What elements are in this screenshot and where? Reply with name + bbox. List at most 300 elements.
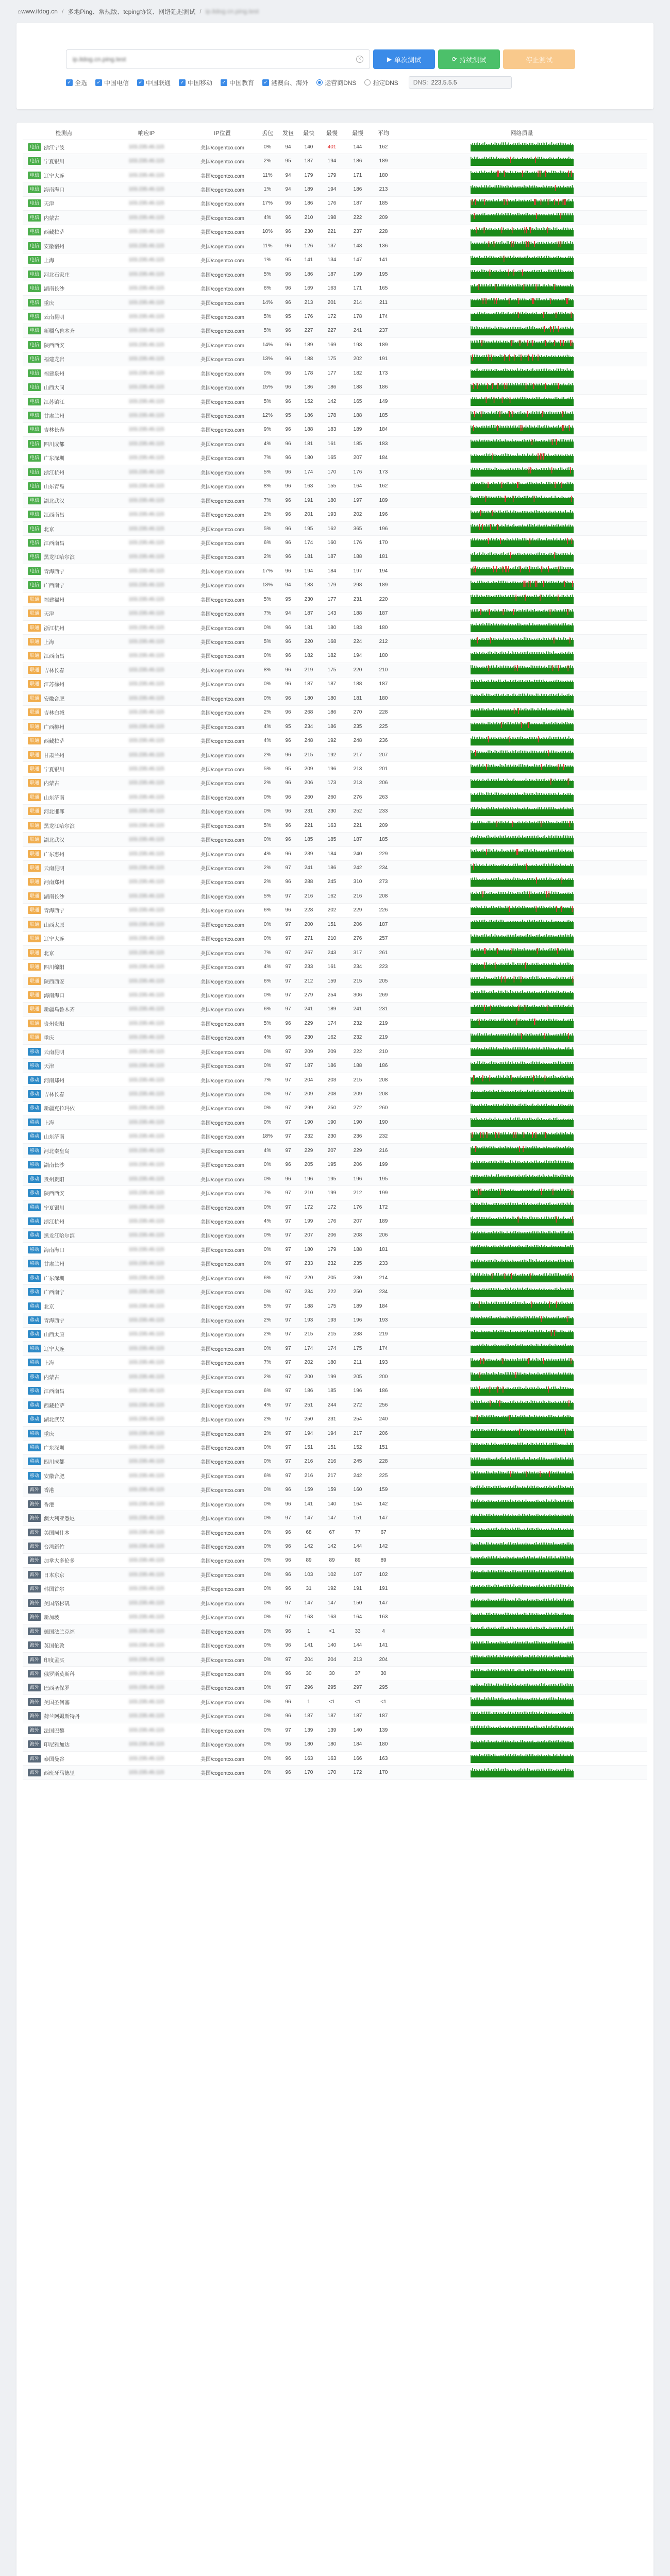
quality-cell [396, 453, 647, 463]
sparkline-sample [551, 637, 552, 641]
sparkline-sample [472, 524, 473, 528]
sparkline-sample [498, 440, 499, 444]
packet-loss-mark [549, 298, 550, 304]
sparkline-sample [544, 794, 545, 797]
sparkline-sample [496, 666, 497, 670]
sparkline-sample [474, 398, 475, 401]
sparkline-sample [517, 356, 518, 359]
loss-value: 6% [263, 285, 272, 292]
node-cell [23, 723, 105, 731]
packet-loss-mark [501, 397, 502, 403]
checkbox-dianxin[interactable]: ✓ 中国电信 [95, 78, 129, 87]
sparkline-sample [566, 681, 567, 684]
last-value: 188 [353, 384, 362, 391]
packet-loss-mark [535, 581, 536, 587]
sparkline-sample [513, 214, 514, 217]
min-value: 231 [304, 808, 313, 815]
sparkline-sample [520, 554, 521, 556]
sparkline-sample [513, 412, 514, 415]
sparkline-sample [544, 978, 545, 980]
sparkline-sample [507, 597, 508, 599]
sparkline-sample [507, 284, 508, 287]
sparkline-sample [568, 652, 569, 655]
sparkline-sample [560, 468, 561, 472]
sparkline-sample [572, 383, 573, 387]
quality-cell [396, 877, 647, 887]
avg-value: 228 [379, 229, 388, 235]
sparkline-sample [496, 411, 497, 415]
sparkline-sample [520, 596, 521, 599]
sparkline-sample [527, 540, 528, 542]
sparkline-sample [520, 963, 521, 966]
checkbox-yidong[interactable]: ✓ 中国移动 [179, 78, 212, 87]
sparkline-sample [538, 383, 539, 386]
sparkline-sample [494, 865, 495, 868]
max-value: 173 [327, 780, 337, 786]
sparkline-sample [549, 539, 550, 543]
header-loss[interactable]: 丢包 [262, 130, 273, 137]
sparkline-sample [479, 327, 480, 330]
sparkline-sample [532, 185, 533, 189]
table-row [23, 507, 647, 521]
sparkline-sample [555, 257, 556, 260]
sparkline-sample [513, 836, 514, 839]
sparkline-sample [541, 666, 542, 669]
sparkline-sample [498, 921, 499, 924]
sparkline-sample [479, 496, 480, 500]
sparkline-sample [520, 694, 521, 698]
sparkline-sample [558, 482, 559, 486]
sparkline-sample [493, 229, 494, 231]
sparkline-sample [481, 313, 482, 316]
sparkline-sample [507, 950, 508, 952]
sparkline-sample [472, 836, 473, 839]
continuous-test-button[interactable]: ⟳ 持续测试 [438, 49, 500, 69]
node-city: 广东深圳 [44, 456, 65, 462]
last-value: 171 [353, 285, 362, 292]
check-icon: ✓ [221, 79, 227, 86]
header-node[interactable]: 检测点 [55, 130, 73, 137]
checkbox-jiaoyu[interactable]: ✓ 中国教育 [221, 78, 254, 87]
sparkline-sample [525, 355, 526, 359]
loss-value: 7% [263, 611, 272, 617]
table-row [23, 734, 647, 748]
sparkline-sample [544, 143, 545, 147]
last-value: 217 [353, 752, 362, 758]
radio-custom-dns[interactable]: 指定DNS [364, 78, 398, 87]
sparkline-sample [532, 214, 533, 217]
sparkline-sample [482, 708, 483, 712]
sparkline-sample [548, 907, 549, 910]
breadcrumb-site[interactable]: www.itdog.cn [21, 8, 58, 15]
sparkline-sample [527, 440, 528, 443]
sparkline-sample [555, 737, 556, 740]
sparkline-sample [481, 752, 482, 754]
sparkline-sample [570, 327, 571, 330]
sparkline-sample [535, 383, 537, 387]
checkbox-haiwai[interactable]: ✓ 港澳台、海外 [262, 78, 308, 87]
sparkline-sample [493, 581, 494, 585]
sparkline-sample [513, 863, 514, 867]
sparkline-sample [496, 157, 497, 161]
sparkline-sample [484, 142, 485, 146]
sparkline-sample [538, 962, 539, 966]
sparkline-sample [563, 567, 564, 570]
header-last[interactable]: 最慢 [352, 130, 363, 137]
sparkline-sample [484, 906, 485, 910]
ip-cell [105, 314, 188, 319]
sparkline-sample [570, 681, 571, 684]
checkbox-select-all[interactable]: ✓ 全选 [66, 78, 87, 87]
max-value: 176 [327, 200, 337, 207]
sparkline-sample [489, 1006, 490, 1009]
sparkline-sample [565, 271, 566, 274]
sparkline-sample [493, 524, 494, 528]
sparkline-sample [568, 766, 569, 768]
sparkline-sample [496, 512, 497, 514]
sparkline-sample [555, 397, 556, 401]
sparkline-sample [563, 921, 564, 924]
sparkline-sample [558, 554, 559, 556]
sparkline-sample [565, 187, 566, 189]
sparkline-sample [496, 483, 497, 486]
sparkline-sample [491, 228, 492, 231]
loss-value: 14% [262, 342, 273, 348]
last-value: 187 [353, 837, 362, 843]
sparkline-sample [517, 143, 518, 146]
sparkline-sample [494, 766, 495, 768]
ip-location: 美国/cogentco.com [200, 894, 245, 900]
sparkline-sample [546, 498, 547, 500]
sparkline-sample [534, 229, 535, 231]
sparkline-sample [555, 567, 556, 571]
sparkline-sample [522, 1006, 523, 1009]
sparkline-sample [481, 426, 482, 429]
sparkline-sample [551, 214, 552, 217]
packet-loss-mark [518, 298, 519, 304]
ip-cell [105, 625, 188, 631]
min-value: 126 [304, 243, 313, 249]
sparkline-sample [472, 256, 473, 260]
sparkline-sample [510, 256, 511, 259]
sparkline-sample [548, 384, 549, 387]
table-row [23, 988, 647, 1002]
table-row [23, 720, 647, 734]
sparkline-sample [556, 794, 557, 797]
isp-badge: 联通 [28, 751, 41, 759]
sparkline-sample [507, 794, 508, 797]
sparkline-sample [486, 977, 487, 980]
header-loc[interactable]: IP位置 [214, 130, 231, 137]
single-test-button[interactable]: ▶ 单次测试 [373, 49, 435, 69]
sparkline-sample [534, 483, 535, 486]
sparkline-sample [549, 736, 550, 740]
sparkline-sample [513, 962, 514, 967]
sparkline-sample [472, 426, 473, 429]
sparkline-sample [566, 214, 567, 217]
packet-loss-mark [548, 566, 549, 572]
sparkline-sample [539, 865, 540, 867]
sparkline-sample [476, 511, 477, 514]
sparkline-sample [515, 1007, 516, 1009]
sparkline-sample [498, 737, 499, 740]
sparkline-sample [525, 695, 526, 698]
checkbox-liantong[interactable]: ✓ 中国联通 [137, 78, 171, 87]
sparkline-sample [486, 962, 487, 967]
sparkline-sample [512, 793, 513, 797]
sparkline-sample [471, 496, 472, 500]
sparkline-sample [513, 652, 514, 655]
stop-test-button[interactable]: 停止测试 [503, 49, 575, 69]
sparkline-sample [481, 469, 482, 471]
sparkline-sample [543, 568, 544, 571]
sparkline-sample [507, 991, 508, 994]
sparkline-sample [543, 327, 544, 330]
sparkline-sample [477, 821, 478, 825]
sparkline-sample [471, 963, 472, 966]
sent-value: 96 [285, 455, 291, 461]
sparkline-sample [535, 723, 537, 726]
packet-loss-mark [554, 637, 555, 643]
sparkline-sample [471, 1007, 472, 1009]
ip-cell [105, 187, 188, 192]
sparkline-sample [488, 950, 489, 952]
sparkline-sample [515, 398, 516, 401]
sparkline-sample [549, 411, 550, 415]
sparkline-sample [505, 764, 506, 768]
sparkline-sample [555, 525, 556, 528]
sparkline-sample [488, 893, 489, 895]
sparkline-sample [548, 779, 549, 783]
sparkline-sample [538, 611, 539, 613]
sparkline-sample [539, 892, 540, 895]
isp-badge: 联通 [28, 906, 41, 914]
sparkline-sample [534, 384, 535, 387]
isp-badge: 联通 [28, 949, 41, 957]
table-row [23, 352, 647, 366]
sparkline-sample [515, 921, 516, 924]
sparkline-sample [538, 597, 539, 599]
sparkline-sample [484, 298, 485, 302]
sparkline-sample [503, 681, 504, 683]
sparkline-sample [529, 964, 530, 966]
table-row [23, 281, 647, 295]
avg-value: 162 [379, 144, 388, 150]
sparkline-sample [501, 611, 502, 613]
sparkline-sample [515, 934, 516, 938]
sparkline-sample [477, 949, 478, 952]
sparkline-sample [494, 750, 495, 754]
sparkline-sample [548, 737, 549, 740]
packet-loss-mark [555, 185, 556, 191]
sparkline-sample [544, 653, 545, 655]
header-max[interactable]: 最慢 [326, 130, 338, 137]
search-input[interactable] [66, 49, 370, 69]
sparkline-sample [481, 906, 482, 910]
loss-value: 5% [263, 639, 272, 645]
sparkline-sample [493, 906, 494, 910]
breadcrumb-tool[interactable]: 多地Ping、常规版、tcping协议、网络延迟测试 [68, 8, 196, 15]
sparkline-sample [525, 526, 526, 528]
sparkline-sample [572, 285, 573, 288]
sparkline-sample [489, 765, 490, 768]
home-icon[interactable]: ⌂ [18, 8, 22, 15]
table-row [23, 762, 647, 776]
table-row [23, 790, 647, 804]
sparkline-sample [535, 369, 537, 372]
sparkline-sample [486, 327, 487, 330]
min-value: 228 [304, 907, 313, 913]
sparkline-sample [572, 637, 573, 641]
sparkline-sample [535, 482, 537, 486]
sent-value: 95 [285, 596, 291, 602]
sparkline-sample [482, 384, 483, 386]
latency-sparkline [471, 213, 574, 222]
sparkline-sample [505, 199, 506, 203]
header-quality[interactable]: 网络质量 [510, 130, 533, 137]
sparkline-sample [477, 865, 478, 867]
header-avg[interactable]: 平均 [378, 130, 389, 137]
sparkline-sample [539, 751, 540, 754]
sparkline-sample [555, 159, 556, 161]
sparkline-sample [549, 822, 550, 825]
table-row [23, 267, 647, 281]
sparkline-sample [488, 229, 489, 231]
sparkline-sample [539, 455, 540, 457]
min-value: 174 [304, 539, 313, 546]
response-ip: 103.235.46.115 [128, 271, 164, 277]
sparkline-sample [561, 779, 562, 783]
sent-value: 97 [285, 921, 291, 927]
ip-cell [105, 1006, 188, 1012]
node-cell [23, 454, 105, 462]
sparkline-sample [549, 851, 550, 853]
sparkline-sample [535, 411, 537, 415]
sparkline-sample [482, 440, 483, 443]
sparkline-sample [518, 609, 520, 613]
sparkline-sample [539, 284, 540, 287]
ip-cell [105, 964, 188, 970]
sparkline-sample [546, 681, 547, 684]
packet-loss-mark [492, 510, 493, 516]
sparkline-sample [474, 793, 475, 797]
sparkline-sample [479, 284, 480, 288]
sparkline-sample [476, 863, 477, 868]
sparkline-sample [527, 651, 528, 655]
sparkline-sample [566, 738, 567, 740]
sparkline-sample [525, 539, 526, 543]
sparkline-sample [549, 977, 550, 980]
radio-isp-dns[interactable]: 运营商DNS [316, 78, 356, 87]
sparkline-sample [472, 285, 473, 288]
sparkline-sample [491, 214, 492, 217]
sparkline-sample [561, 639, 562, 641]
sparkline-sample [505, 780, 506, 783]
sparkline-sample [493, 157, 494, 161]
sparkline-sample [472, 412, 473, 415]
latency-sparkline [471, 891, 574, 901]
packet-loss-mark [567, 778, 568, 785]
header-ip[interactable]: 响应IP [138, 130, 155, 137]
sparkline-sample [518, 851, 520, 853]
sparkline-sample [553, 144, 554, 146]
sparkline-sample [508, 611, 509, 613]
sparkline-sample [524, 837, 525, 839]
sparkline-sample [494, 808, 495, 811]
sparkline-sample [572, 454, 573, 457]
packet-loss-mark [561, 482, 562, 488]
header-sent[interactable]: 发包 [282, 130, 294, 137]
packet-loss-mark [541, 764, 542, 770]
sparkline-sample [496, 455, 497, 457]
last-value: 188 [353, 413, 362, 419]
min-value: 221 [304, 822, 313, 828]
last-value: 207 [353, 455, 362, 461]
sparkline-sample [498, 752, 499, 754]
sparkline-sample [494, 568, 495, 570]
sparkline-sample [558, 736, 559, 740]
sparkline-sample [549, 568, 550, 571]
sparkline-sample [534, 341, 535, 345]
sparkline-sample [491, 737, 492, 740]
latency-sparkline [471, 524, 574, 533]
packet-loss-mark [497, 524, 498, 530]
sparkline-sample [488, 342, 489, 345]
sparkline-sample [558, 822, 559, 825]
sparkline-sample [503, 384, 504, 387]
packet-loss-mark [572, 906, 573, 912]
sparkline-sample [563, 469, 564, 471]
sparkline-sample [510, 441, 511, 444]
packet-loss-mark [532, 298, 533, 304]
sparkline-sample [507, 963, 508, 967]
min-value: 201 [304, 512, 313, 518]
sparkline-sample [508, 383, 509, 386]
header-min[interactable]: 最快 [303, 130, 314, 137]
max-value: 179 [327, 582, 337, 588]
last-value: 270 [353, 709, 362, 716]
packet-loss-mark [547, 199, 548, 205]
min-value: 180 [304, 455, 313, 461]
sparkline-sample [549, 639, 550, 641]
sparkline-sample [512, 892, 513, 896]
latency-sparkline [471, 312, 574, 321]
sparkline-sample [551, 158, 552, 161]
response-ip: 103.235.46.115 [128, 794, 164, 800]
sparkline-sample [517, 187, 518, 189]
node-city: 江苏镇江 [44, 399, 65, 405]
loss-value: 0% [263, 624, 272, 631]
sparkline-sample [566, 921, 567, 924]
sparkline-sample [524, 484, 525, 486]
sparkline-sample [481, 257, 482, 260]
sparkline-sample [535, 921, 537, 924]
sparkline-sample [525, 398, 526, 401]
max-value: 172 [327, 313, 337, 319]
close-icon[interactable]: × [356, 56, 363, 63]
sparkline-sample [471, 878, 472, 882]
sparkline-sample [491, 469, 492, 471]
sparkline-sample [524, 242, 525, 245]
ip-location: 美国/cogentco.com [200, 329, 245, 335]
sparkline-sample [522, 666, 523, 669]
sparkline-sample [508, 709, 509, 712]
latency-sparkline [471, 764, 574, 773]
dns-input[interactable]: DNS: 223.5.5.5 [409, 76, 512, 89]
sparkline-sample [558, 752, 559, 754]
table-row [23, 691, 647, 705]
sparkline-sample [474, 243, 475, 245]
